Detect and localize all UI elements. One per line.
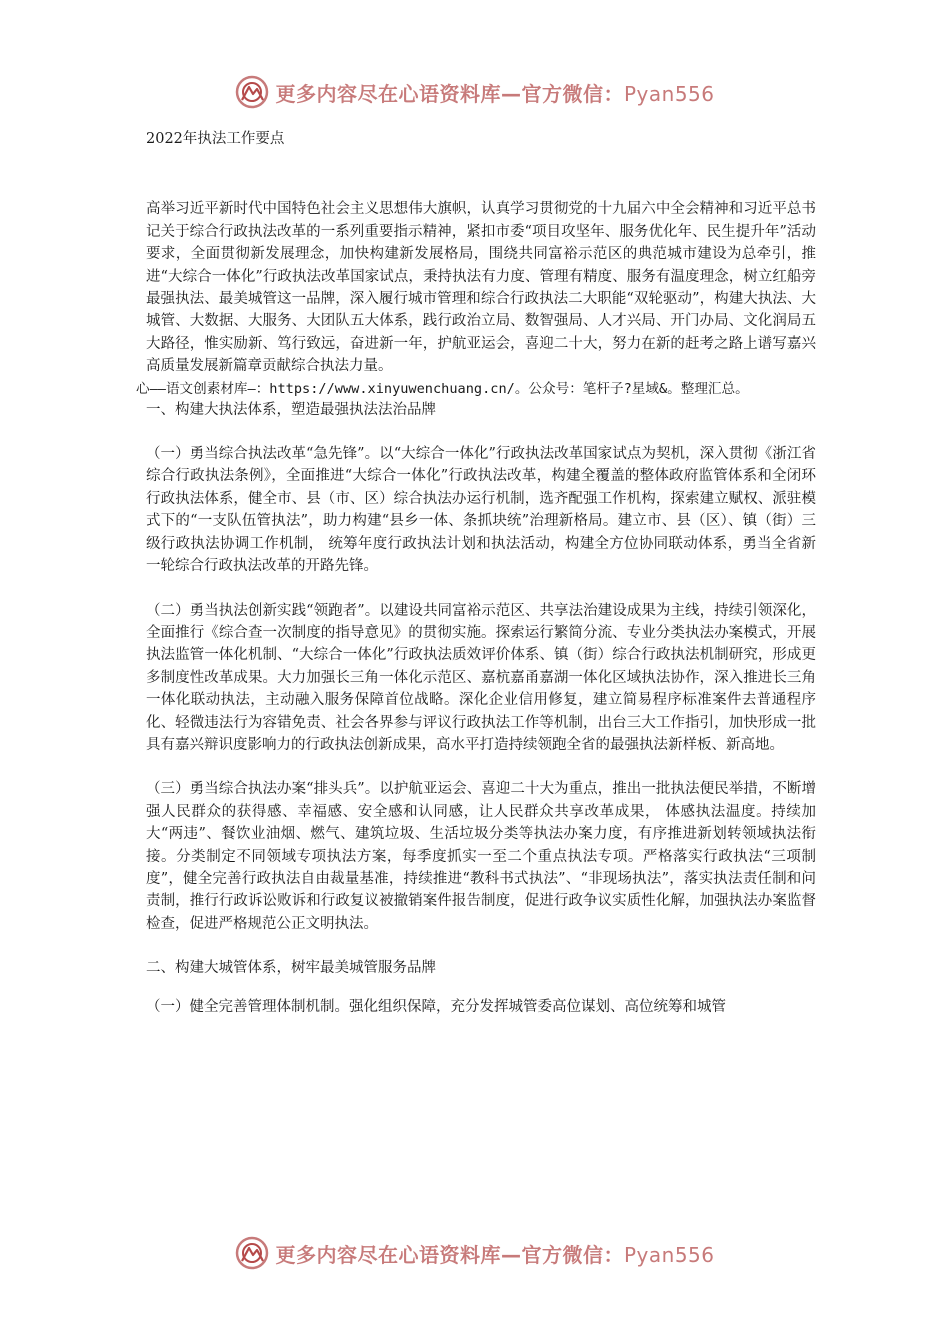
intro-paragraph: 高举习近平新时代中国特色社会主义思想伟大旗帜，认真学习贯彻党的十九届六中全会精神和习近平总书记关于综合行政执法改革的一系列重要指示精神，紧扣市委“项目攻坚年、服务优化年、民生提升年”活动要求，全面贯彻新发展理念，加快构建新发展格局，围绕共同富裕示范区的典范城市建设为总牵引，推进“大综合一体化”行政执法改革国家试点，秉持执法有力度、管理有精度、服务有温度理念，树立红船旁最强执法、最美城管这一品牌，深入履行城市管理和综合行政执法二大职能“双轮驱动”，构建大执法、大城管、大数据、大服务、大团队五大体系，践行政治立局、数智强局、人才兴局、开门办局、文化润局五大路径，惟实励新、笃行致远，奋进新一年，护航亚运会，喜迎二十大，努力在新的赶考之路上谱写嘉兴高质量发展新篇章贡献综合执法力量。 [146,201,816,375]
brand-logo-icon [235,1236,269,1270]
section1-item-3: （三）勇当综合执法办案“排头兵”。以护航亚运会、喜迎二十大为重点，推出一批执法便民举措，不断增强人民群众的获得感、幸福感、安全感和认同感，让人民群众共享改革成果， 体感执法温度。持续加大“两违”、餐饮业油烟、燃气、建筑垃圾、生活垃圾分类等执法办案力度，有序推进新划转领域执法衔接。分类制定不同领域专项执法方案，每季度抓实一至二个重点执法专项。严格落实行政执法“三项制度”，健全完善行政执法自由裁量基准，持续推进“教科书式执法”、“非现场执法”，落实执法责任制和问责制，推行行政诉讼败诉和行政复议被撤销案件报告制度，促进行政争议实质性化解，加强执法办案监督检查，促进严格规范公正文明执法。 [146,781,816,932]
section1-item-2: （二）勇当执法创新实践“领跑者”。以建设共同富裕示范区、共享法治建设成果为主线，持续引领深化，全面推行《综合查一次制度的指导意见》的贯彻实施。探索运行繁简分流、专业分类执法办案模式，开展执法监管一体化机制、“大综合一体化”行政执法质效评价体系、镇（街）综合行政执法机制研究，形成更多制度性改革成果。大力加强长三角一体化示范区、嘉杭嘉甬嘉湖一体化区域执法协作，深入推进长三角一体化联动执法，主动融入服务保障首位战略。深化企业信用修复，建立简易程序标准案件去普通程序化、轻微违法行为容错免责、社会各界参与评议行政执法工作等机制，出台三大工作指引，加快形成一批具有嘉兴辩识度影响力的行政执法创新成果，高水平打造持续领跑全省的最强执法新样板、新高地。 [146,602,816,753]
section-heading-2: 二、构建大城管体系，树牢最美城管服务品牌 [146,960,436,977]
document-body [136,128,816,1018]
document-title: 2022年执法工作要点 [146,131,285,147]
section1-item-1: （一）勇当综合执法改革“急先锋”。以“大综合一体化”行政执法改革国家试点为契机，深入贯彻《浙江省综合行政执法条例》，全面推进“大综合一体化”行政执法改革，构建全覆盖的整体政府监管体系和全闭环行政执法体系，健全市、县（市、区）综合执法办运行机制，选齐配强工作机构，探索建立赋权、派驻模式下的“一支队伍管执法”，助力构建“县乡一体、条抓块统”治理新格局。建立市、县（区）、镇（街）三级行政执法协调工作机制， 统筹年度行政执法计划和执法活动，构建全方位协同联动体系，勇当全省新一轮综合行政执法改革的开路先锋。 [146,446,816,575]
section-heading-1: 一、构建大执法体系，塑造最强执法法治品牌 [146,401,436,418]
banner-text: 更多内容尽在心语资料库—官方微信： [275,1242,624,1267]
banner-text: 更多内容尽在心语资料库—官方微信： [275,81,624,106]
brand-logo-icon [235,75,269,109]
section2-item-1: （一）健全完善管理体制机制。强化组织保障，充分发挥城管委高位谋划、高位统筹和城管 [146,998,726,1015]
watermark-banner-bottom [0,1233,950,1273]
banner-account: Pyan556 [623,81,715,106]
watermark-banner-top [0,72,950,112]
banner-account: Pyan556 [623,1242,715,1267]
source-line: 心——语文创素材库—：https://www.xinyuwenchuang.cn/。公众号：笔杆子?星域&。整理汇总。 [136,380,749,397]
